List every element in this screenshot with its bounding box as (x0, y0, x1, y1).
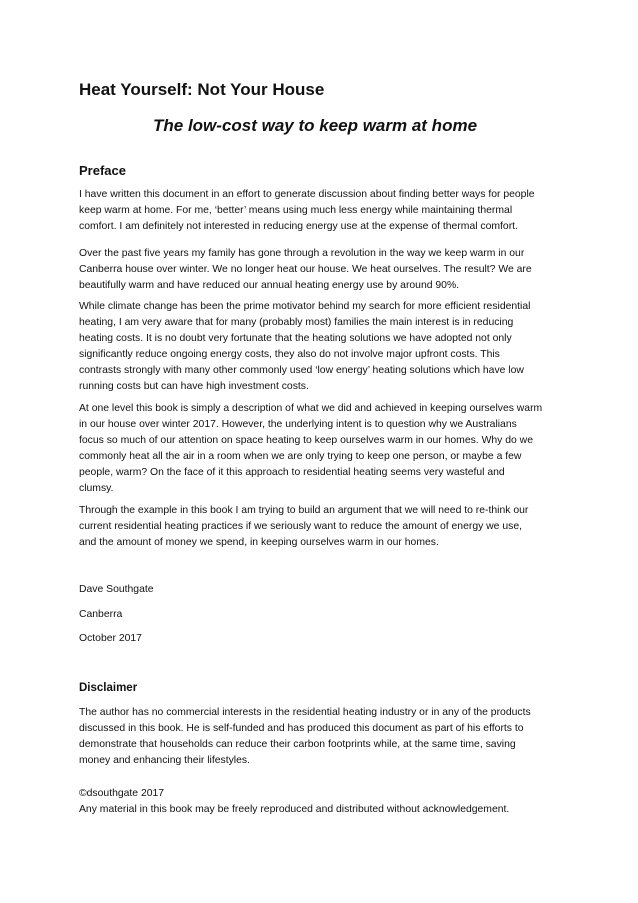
author-name: Dave Southgate (79, 584, 154, 595)
preface-paragraph-5 (79, 503, 560, 551)
reproduction-statement: Any material in this book may be freely reproduced and distributed without acknowledgement. (79, 804, 510, 815)
paragraph-line: running costs but can have high investment costs. (79, 381, 309, 392)
paragraph-line: I have written this document in an effort to generate discussion about finding better ways for people (79, 189, 535, 200)
paragraph-line: Through the example in this book I am trying to build an argument that we will need to re-think our (79, 505, 529, 516)
paragraph-line: demonstrate that households can reduce their carbon footprints while, at the same time, saving (79, 739, 516, 750)
paragraph-line: and the amount of money we spend, in keeping ourselves warm in our homes. (79, 537, 439, 548)
paragraph-line: commonly heat all the air in a room when we are only trying to keep one person, or maybe a few (79, 451, 522, 462)
paragraph-line: in our house over winter 2017. However, the underlying intent is to question why we Australians (79, 419, 517, 430)
paragraph-line: current residential heating practices if we seriously want to reduce the amount of energy we use, (79, 521, 522, 532)
preface-paragraph-1 (79, 187, 560, 235)
paragraph-line: discussed in this book. He is self-funded and has produced this document as part of his efforts to (79, 723, 524, 734)
paragraph-line: clumsy. (79, 483, 114, 494)
paragraph-line: focus so much of our attention on space heating to keep ourselves warm in our homes. Why do we (79, 435, 533, 446)
preface-paragraph-4 (79, 401, 560, 497)
preface-heading: Preface (79, 163, 126, 178)
paragraph-line: comfort. I am definitely not interested in reducing energy use at the expense of thermal comfort. (79, 221, 518, 232)
paragraph-line: beautifully warm and have reduced our annual heating energy use by around 90%. (79, 280, 460, 291)
document-date: October 2017 (79, 633, 142, 644)
paragraph-line: heating, I am very aware that for many (probably most) families the main interest is in reducing (79, 317, 514, 328)
paragraph-line: The author has no commercial interests in the residential heating industry or in any of the products (79, 707, 531, 718)
paragraph-line: money and enhancing their lifestyles. (79, 755, 250, 766)
paragraph-line: significantly reduce ongoing energy costs, they also do not involve major upfront costs. This (79, 349, 500, 360)
disclaimer-heading: Disclaimer (79, 682, 138, 694)
paragraph-line: heating costs. It is no doubt very fortunate that the heating solutions we have adopted not only (79, 333, 512, 344)
disclaimer-paragraph (79, 705, 560, 769)
paragraph-line: contrasts strongly with many other commonly used ‘low energy’ heating solutions which have low (79, 365, 524, 376)
paragraph-line: people, warm? On the face of it this approach to residential heating seems very wasteful and (79, 467, 505, 478)
paragraph-line: Canberra house over winter. We no longer heat our house. We heat ourselves. The result? We are (79, 264, 532, 275)
document-title: Heat Yourself: Not Your House (79, 80, 325, 99)
paragraph-line: While climate change has been the prime motivator behind my search for more efficient residential (79, 301, 531, 312)
preface-paragraph-2 (79, 246, 560, 294)
paragraph-line: Over the past five years my family has gone through a revolution in the way we keep warm in our (79, 248, 525, 259)
document-subtitle: The low-cost way to keep warm at home (153, 116, 478, 135)
copyright-notice: ©dsouthgate 2017 (79, 788, 165, 799)
author-location: Canberra (79, 609, 123, 620)
preface-paragraph-3 (79, 299, 560, 395)
paragraph-line: At one level this book is simply a description of what we did and achieved in keeping ourselves warm (79, 403, 543, 414)
paragraph-line: keep warm at home. For me, ‘better’ means using much less energy while maintaining thermal (79, 205, 513, 216)
